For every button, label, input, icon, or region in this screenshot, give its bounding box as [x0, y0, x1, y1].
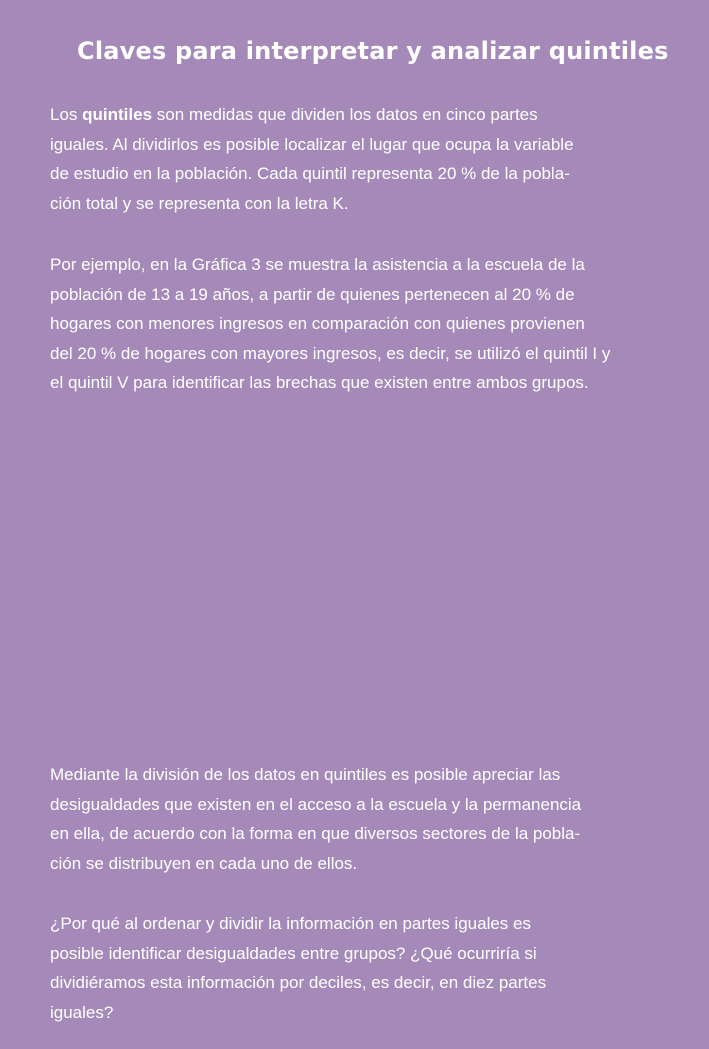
paragraph-line: Por ejemplo, en la Gráfica 3 se muestra la asistencia a la escuela de la	[50, 255, 585, 274]
paragraph-line: del 20 % de hogares con mayores ingresos, es decir, se utilizó el quintil I y	[50, 343, 611, 363]
paragraph-questions	[50, 909, 675, 1027]
paragraph-line: iguales?	[50, 1002, 114, 1022]
section-title: Claves para interpretar y analizar quintiles	[77, 37, 669, 65]
paragraph-line: el quintil V para identificar las brechas que existen entre ambos grupos.	[50, 373, 589, 392]
paragraph-line: en ella, de acuerdo con la forma en que diversos sectores de la pobla-	[50, 824, 581, 843]
paragraph-quintiles-definition	[50, 100, 675, 218]
paragraph-line: iguales. Al dividirlos es posible localizar el lugar que ocupa la variable	[50, 134, 574, 154]
paragraph-line: desigualdades que existen en el acceso a la escuela y la permanencia	[50, 794, 582, 814]
paragraph-line: hogares con menores ingresos en comparación con quienes provienen	[50, 314, 585, 333]
paragraph-line	[50, 100, 675, 130]
paragraph-example	[50, 250, 675, 398]
paragraph-line: de estudio en la población. Cada quintil representa 20 % de la pobla-	[50, 164, 570, 183]
paragraph-line: población de 13 a 19 años, a partir de quienes pertenecen al 20 % de	[50, 284, 575, 304]
paragraph-line: ción total y se representa con la letra K.	[50, 193, 349, 213]
blank-figure-area	[0, 400, 709, 755]
paragraph-line: Mediante la división de los datos en quintiles es posible apreciar las	[50, 765, 561, 784]
paragraph-line: ¿Por qué al ordenar y dividir la información en partes iguales es	[50, 914, 531, 933]
text-run: son medidas que dividen los datos en cinco partes	[152, 105, 538, 124]
term-quintiles: quintiles	[82, 105, 153, 124]
paragraph-line: posible identificar desigualdades entre grupos? ¿Qué ocurriría si	[50, 943, 537, 963]
paragraph-inequalities	[50, 760, 675, 878]
paragraph-line: dividiéramos esta información por deciles, es decir, en diez partes	[50, 973, 547, 992]
text-run: Los	[50, 105, 83, 124]
paragraph-line: ción se distribuyen en cada uno de ellos.	[50, 853, 358, 873]
